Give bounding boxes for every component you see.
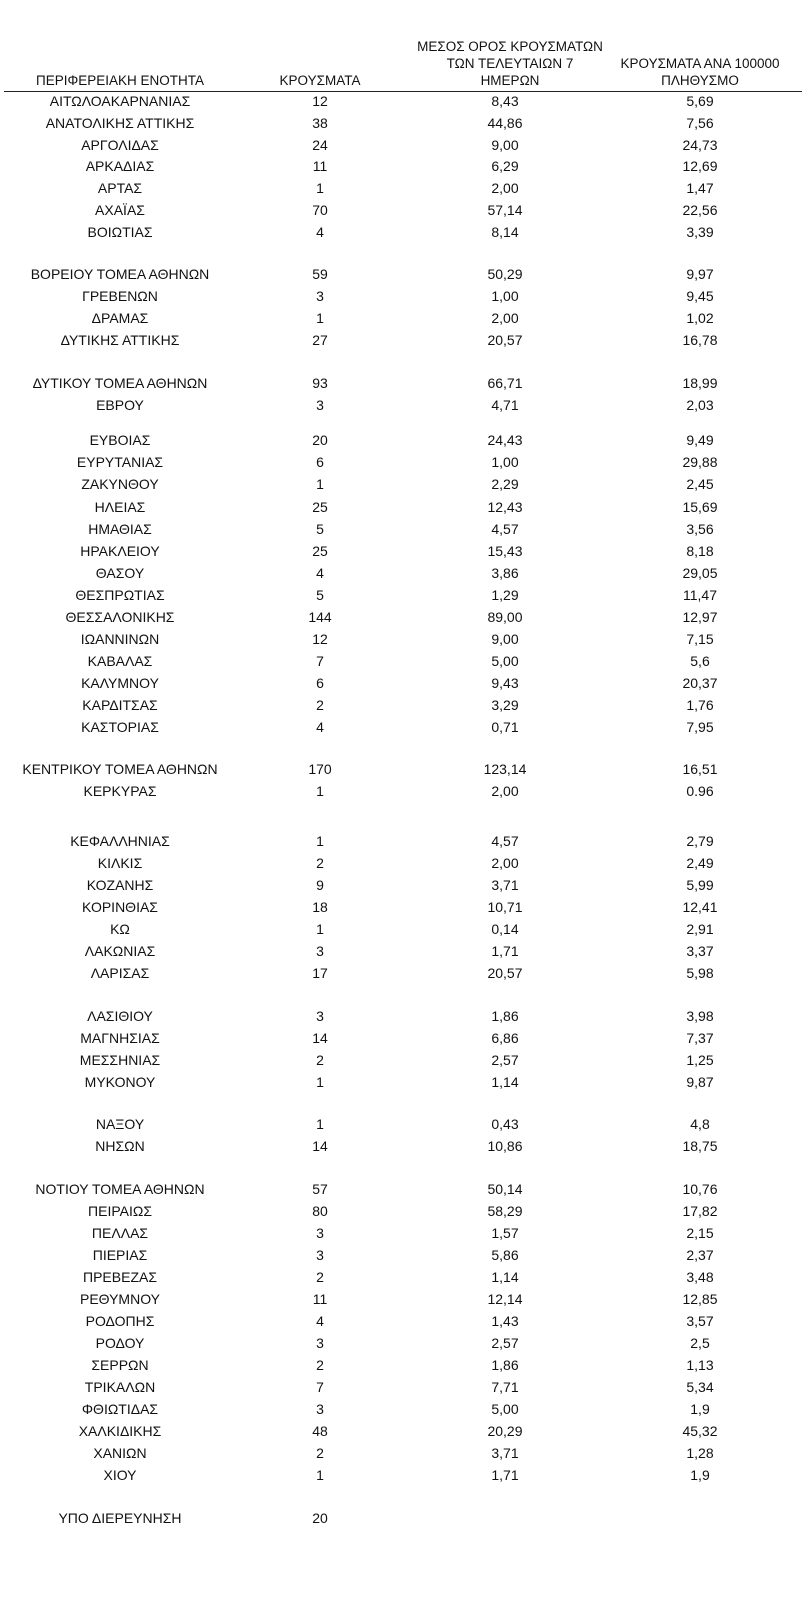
region-cell: ΡΟΔΟΥ xyxy=(95,1335,145,1351)
avg-cell: 2,00 xyxy=(491,855,519,871)
per-100000-cell: 10,76 xyxy=(682,1181,718,1197)
table-row xyxy=(0,584,808,606)
avg-cell: 24,43 xyxy=(487,432,523,448)
region-cell: ΚΑΡΔΙΤΣΑΣ xyxy=(82,697,158,713)
cases-cell: 7 xyxy=(316,1379,324,1395)
per-100000-cell: 5,69 xyxy=(686,93,714,109)
table-row xyxy=(0,758,808,780)
cases-cell: 3 xyxy=(316,1401,324,1417)
per-100000-cell: 1,28 xyxy=(686,1445,714,1461)
region-cell: ΡΟΔΟΠΗΣ xyxy=(85,1313,155,1329)
per-100000-cell: 24,73 xyxy=(682,137,718,153)
table-row xyxy=(0,918,808,940)
cases-cell: 57 xyxy=(312,1181,328,1197)
avg-cell: 20,57 xyxy=(487,332,523,348)
per-100000-cell: 12,69 xyxy=(682,158,718,174)
avg-cell: 8,43 xyxy=(491,93,519,109)
avg-cell: 5,00 xyxy=(491,1401,519,1417)
region-cell: ΛΑΚΩΝΙΑΣ xyxy=(84,943,156,959)
table-row xyxy=(0,672,808,694)
avg-cell: 123,14 xyxy=(483,761,527,777)
cases-cell: 6 xyxy=(316,675,324,691)
per-100000-cell: 9,87 xyxy=(686,1074,714,1090)
header-cases: ΚΡΟΥΣΜΑΤΑ xyxy=(279,73,361,88)
avg-cell: 1,86 xyxy=(491,1357,519,1373)
table-row xyxy=(0,1200,808,1222)
header-avg-line-1: ΜΕΣΟΣ ΟΡΟΣ ΚΡΟΥΣΜΑΤΩΝ xyxy=(417,39,603,54)
per-100000-cell: 11,47 xyxy=(683,587,717,603)
cases-cell: 20 xyxy=(312,1510,328,1526)
avg-cell: 7,71 xyxy=(491,1379,519,1395)
per-100000-cell: 5,6 xyxy=(690,653,710,669)
cases-cell: 12 xyxy=(312,631,328,647)
table-row xyxy=(0,694,808,716)
region-cell: ΑΡΓΟΛΙΔΑΣ xyxy=(81,137,159,153)
table-row xyxy=(0,90,808,112)
per-100000-cell: 29,88 xyxy=(682,454,718,470)
avg-cell: 3,71 xyxy=(491,1445,519,1461)
per-100000-cell: 29,05 xyxy=(682,565,718,581)
table-row xyxy=(0,830,808,852)
region-cell: ΧΑΛΚΙΔΙΚΗΣ xyxy=(78,1423,162,1439)
table-row xyxy=(0,221,808,243)
avg-cell: 20,57 xyxy=(487,965,523,981)
cases-cell: 2 xyxy=(316,855,324,871)
per-100000-cell: 7,37 xyxy=(686,1030,714,1046)
per-100000-cell: 16,78 xyxy=(682,332,718,348)
per-100000-cell: 22,56 xyxy=(682,202,718,218)
cases-cell: 59 xyxy=(312,266,328,282)
table-row xyxy=(0,1178,808,1200)
table-row xyxy=(0,1027,808,1049)
per-100000-cell: 7,15 xyxy=(686,631,714,647)
table-row xyxy=(0,329,808,351)
cases-cell: 6 xyxy=(316,454,324,470)
cases-cell: 3 xyxy=(316,397,324,413)
table-row xyxy=(0,1071,808,1093)
cases-cell: 1 xyxy=(316,1116,324,1132)
avg-cell: 15,43 xyxy=(487,543,523,559)
avg-cell: 9,00 xyxy=(491,631,519,647)
table-row xyxy=(0,716,808,738)
header-avg-7-days xyxy=(395,38,625,89)
avg-cell: 1,00 xyxy=(491,288,519,304)
per-100000-cell: 2,37 xyxy=(686,1247,714,1263)
cases-cell: 3 xyxy=(316,1335,324,1351)
table-row xyxy=(0,1135,808,1157)
region-cell: ΜΥΚΟΝΟΥ xyxy=(84,1074,156,1090)
avg-cell: 5,00 xyxy=(491,653,519,669)
avg-cell: 2,00 xyxy=(491,783,519,799)
avg-cell: 10,86 xyxy=(487,1138,523,1154)
per-100000-cell: 1,13 xyxy=(686,1357,714,1373)
region-cell: ΑΝΑΤΟΛΙΚΗΣ ΑΤΤΙΚΗΣ xyxy=(45,115,195,131)
avg-cell: 3,29 xyxy=(491,697,519,713)
region-cell: ΚΕΡΚΥΡΑΣ xyxy=(83,783,157,799)
region-cell: ΚΟΡΙΝΘΙΑΣ xyxy=(82,899,158,915)
cases-cell: 1 xyxy=(316,921,324,937)
cases-cell: 27 xyxy=(312,332,328,348)
cases-cell: 14 xyxy=(312,1030,328,1046)
table-row xyxy=(0,1222,808,1244)
region-cell: ΚΩ xyxy=(110,921,130,937)
region-cell: ΕΒΡΟΥ xyxy=(96,397,144,413)
cases-cell: 170 xyxy=(308,761,332,777)
region-cell: ΛΑΡΙΣΑΣ xyxy=(90,965,150,981)
table-row xyxy=(0,1464,808,1486)
region-cell: ΒΟΡΕΙΟΥ ΤΟΜΕΑ ΑΘΗΝΩΝ xyxy=(30,266,210,282)
table-row xyxy=(0,628,808,650)
avg-cell: 8,14 xyxy=(491,224,519,240)
per-100000-cell: 3,98 xyxy=(686,1008,714,1024)
region-cell: ΛΑΣΙΘΙΟΥ xyxy=(87,1008,153,1024)
cases-cell: 70 xyxy=(312,202,328,218)
per-100000-cell: 45,32 xyxy=(682,1423,718,1439)
table-row xyxy=(0,1376,808,1398)
table-row xyxy=(0,852,808,874)
region-cell: ΚΕΝΤΡΙΚΟΥ ΤΟΜΕΑ ΑΘΗΝΩΝ xyxy=(22,761,218,777)
cases-cell: 5 xyxy=(316,521,324,537)
table-row xyxy=(0,1310,808,1332)
table-row xyxy=(0,1266,808,1288)
region-cell: ΘΑΣΟΥ xyxy=(95,565,145,581)
table-row xyxy=(0,780,808,802)
avg-cell: 9,00 xyxy=(491,137,519,153)
region-cell: ΡΕΘΥΜΝΟΥ xyxy=(79,1291,160,1307)
per-100000-cell: 2,45 xyxy=(686,476,714,492)
per-100000-cell: 2,15 xyxy=(686,1225,714,1241)
per-100000-cell: 1,02 xyxy=(686,310,714,326)
table-row xyxy=(0,940,808,962)
table-row xyxy=(0,155,808,177)
avg-cell: 50,14 xyxy=(487,1181,523,1197)
table-row xyxy=(0,518,808,540)
region-cell: ΣΕΡΡΩΝ xyxy=(91,1357,149,1373)
region-cell: ΖΑΚΥΝΘΟΥ xyxy=(81,476,159,492)
table-row xyxy=(0,874,808,896)
cases-cell: 20 xyxy=(312,432,328,448)
per-100000-cell: 3,37 xyxy=(686,943,714,959)
cases-cell: 24 xyxy=(312,137,328,153)
table-row xyxy=(0,394,808,416)
table-row xyxy=(0,1332,808,1354)
region-cell: ΦΘΙΩΤΙΔΑΣ xyxy=(81,1401,159,1417)
cases-cell: 4 xyxy=(316,565,324,581)
avg-cell: 3,71 xyxy=(491,877,519,893)
per-100000-cell: 4,8 xyxy=(690,1116,710,1132)
per-100000-cell: 5,34 xyxy=(686,1379,714,1395)
per-100000-cell: 9,97 xyxy=(686,266,714,282)
avg-cell: 12,14 xyxy=(487,1291,523,1307)
cases-cell: 2 xyxy=(316,1052,324,1068)
cases-cell: 1 xyxy=(316,783,324,799)
table-row xyxy=(0,1049,808,1071)
region-cell: ΔΥΤΙΚΟΥ ΤΟΜΕΑ ΑΘΗΝΩΝ xyxy=(32,375,208,391)
table-row xyxy=(0,606,808,628)
table-row xyxy=(0,1420,808,1442)
avg-cell: 1,43 xyxy=(491,1313,519,1329)
avg-cell: 6,86 xyxy=(491,1030,519,1046)
table-row xyxy=(0,112,808,134)
region-cell: ΑΡΤΑΣ xyxy=(97,180,143,196)
cases-cell: 3 xyxy=(316,1225,324,1241)
per-100000-cell: 2,79 xyxy=(686,833,714,849)
per-100000-cell: 2,03 xyxy=(686,397,714,413)
per-100000-cell: 1,25 xyxy=(686,1052,714,1068)
table-row xyxy=(0,134,808,156)
per-100000-cell: 12,97 xyxy=(682,609,718,625)
per-100000-cell: 7,95 xyxy=(686,719,714,735)
cases-cell: 2 xyxy=(316,1445,324,1461)
per-100000-cell: 9,45 xyxy=(686,288,714,304)
region-cell: ΘΕΣΠΡΩΤΙΑΣ xyxy=(75,587,165,603)
region-cell: ΠΕΙΡΑΙΩΣ xyxy=(88,1203,152,1219)
avg-cell: 9,43 xyxy=(491,675,519,691)
table-row xyxy=(0,263,808,285)
per-100000-cell: 1,9 xyxy=(690,1401,710,1417)
region-cell: ΚΕΦΑΛΛΗΝΙΑΣ xyxy=(70,833,170,849)
avg-cell: 5,86 xyxy=(491,1247,519,1263)
avg-cell: 44,86 xyxy=(487,115,523,131)
cases-cell: 3 xyxy=(316,1008,324,1024)
avg-cell: 50,29 xyxy=(487,266,523,282)
avg-cell: 0,43 xyxy=(491,1116,519,1132)
per-100000-cell: 8,18 xyxy=(686,543,714,559)
table-row xyxy=(0,307,808,329)
per-100000-cell: 12,41 xyxy=(682,899,718,915)
cases-cell: 18 xyxy=(312,899,328,915)
table-row xyxy=(0,199,808,221)
region-cell: ΜΑΓΝΗΣΙΑΣ xyxy=(80,1030,160,1046)
avg-cell: 1,29 xyxy=(491,587,519,603)
table-row xyxy=(0,177,808,199)
cases-cell: 1 xyxy=(316,1467,324,1483)
per-100000-cell: 3,39 xyxy=(686,224,714,240)
region-cell: ΧΑΝΙΩΝ xyxy=(93,1445,147,1461)
cases-cell: 17 xyxy=(312,965,328,981)
region-cell: ΜΕΣΣΗΝΙΑΣ xyxy=(79,1052,161,1068)
avg-cell: 10,71 xyxy=(487,899,523,915)
cases-cell: 1 xyxy=(316,180,324,196)
table-row xyxy=(0,650,808,672)
avg-cell: 89,00 xyxy=(487,609,523,625)
table-row xyxy=(0,429,808,451)
per-100000-cell: 0.96 xyxy=(686,783,714,799)
region-cell: ΠΡΕΒΕΖΑΣ xyxy=(82,1269,157,1285)
per-100000-cell: 16,51 xyxy=(682,761,718,777)
region-cell: ΔΡΑΜΑΣ xyxy=(91,310,149,326)
table-row xyxy=(0,1354,808,1376)
avg-cell: 1,71 xyxy=(491,1467,519,1483)
header-avg-line-3: ΗΜΕΡΩΝ xyxy=(480,73,540,88)
header-per-line-1: ΚΡΟΥΣΜΑΤΑ ΑΝΑ 100000 xyxy=(620,56,780,71)
cases-cell: 9 xyxy=(316,877,324,893)
per-100000-cell: 1,76 xyxy=(686,697,714,713)
region-cell: ΑΡΚΑΔΙΑΣ xyxy=(85,158,155,174)
cases-cell: 80 xyxy=(312,1203,328,1219)
per-100000-cell: 2,91 xyxy=(686,921,714,937)
region-cell: ΔΥΤΙΚΗΣ ΑΤΤΙΚΗΣ xyxy=(60,332,180,348)
cases-cell: 3 xyxy=(316,943,324,959)
avg-cell: 3,86 xyxy=(491,565,519,581)
per-100000-cell: 17,82 xyxy=(682,1203,718,1219)
region-cell: ΑΧΑΪΑΣ xyxy=(95,202,145,218)
region-cell: ΧΙΟΥ xyxy=(103,1467,137,1483)
avg-cell: 57,14 xyxy=(487,202,523,218)
table-row xyxy=(0,1244,808,1266)
region-cell: ΤΡΙΚΑΛΩΝ xyxy=(84,1379,156,1395)
cases-cell: 5 xyxy=(316,587,324,603)
avg-cell: 12,43 xyxy=(487,499,523,515)
table-row xyxy=(0,1288,808,1310)
per-100000-cell: 3,48 xyxy=(686,1269,714,1285)
cases-cell: 7 xyxy=(316,653,324,669)
avg-cell: 0,71 xyxy=(491,719,519,735)
per-100000-cell: 20,37 xyxy=(682,675,718,691)
table-row xyxy=(0,451,808,473)
cases-cell: 2 xyxy=(316,1357,324,1373)
cases-cell: 144 xyxy=(308,609,332,625)
avg-cell: 1,86 xyxy=(491,1008,519,1024)
cases-cell: 4 xyxy=(316,719,324,735)
avg-cell: 1,14 xyxy=(491,1269,519,1285)
region-cell: ΘΕΣΣΑΛΟΝΙΚΗΣ xyxy=(65,609,175,625)
avg-cell: 4,57 xyxy=(491,833,519,849)
cases-cell: 11 xyxy=(312,158,328,174)
region-cell: ΚΑΛΥΜΝΟΥ xyxy=(81,675,159,691)
table-row xyxy=(0,896,808,918)
avg-cell: 66,71 xyxy=(487,375,523,391)
cases-cell: 25 xyxy=(312,543,328,559)
header-region: ΠΕΡΙΦΕΡΕΙΑΚΗ ΕΝΟΤΗΤΑ xyxy=(35,73,205,88)
region-cell: ΝΗΣΩΝ xyxy=(95,1138,145,1154)
cases-cell: 25 xyxy=(312,499,328,515)
region-cell: ΥΠΟ ΔΙΕΡΕΥΝΗΣΗ xyxy=(58,1510,182,1526)
per-100000-cell: 5,98 xyxy=(686,965,714,981)
region-cell: ΑΙΤΩΛΟΑΚΑΡΝΑΝΙΑΣ xyxy=(49,93,191,109)
table-row xyxy=(0,1005,808,1027)
region-cell: ΒΟΙΩΤΙΑΣ xyxy=(87,224,153,240)
avg-cell: 58,29 xyxy=(487,1203,523,1219)
per-100000-cell: 18,75 xyxy=(682,1138,718,1154)
header-per-line-2: ΠΛΗΘΥΣΜΟ xyxy=(661,73,739,88)
table-row xyxy=(0,1442,808,1464)
region-cell: ΗΛΕΙΑΣ xyxy=(94,499,146,515)
avg-cell: 2,57 xyxy=(491,1335,519,1351)
per-100000-cell: 12,85 xyxy=(682,1291,718,1307)
region-cell: ΠΙΕΡΙΑΣ xyxy=(92,1247,148,1263)
cases-cell: 48 xyxy=(312,1423,328,1439)
avg-cell: 4,57 xyxy=(491,521,519,537)
cases-cell: 2 xyxy=(316,697,324,713)
per-100000-cell: 9,49 xyxy=(686,432,714,448)
table-row xyxy=(0,496,808,518)
cases-cell: 1 xyxy=(316,1074,324,1090)
per-100000-cell: 1,47 xyxy=(686,180,714,196)
table-row xyxy=(0,1507,808,1529)
cases-cell: 1 xyxy=(316,833,324,849)
avg-cell: 0,14 xyxy=(491,921,519,937)
region-cell: ΝΟΤΙΟΥ ΤΟΜΕΑ ΑΘΗΝΩΝ xyxy=(35,1181,205,1197)
header-per-100000 xyxy=(600,55,800,89)
region-cell: ΓΡΕΒΕΝΩΝ xyxy=(82,288,158,304)
cases-cell: 4 xyxy=(316,1313,324,1329)
cases-cell: 93 xyxy=(312,375,328,391)
cases-cell: 12 xyxy=(312,93,328,109)
avg-cell: 20,29 xyxy=(487,1423,523,1439)
table-row xyxy=(0,540,808,562)
per-100000-cell: 7,56 xyxy=(686,115,714,131)
region-cell: ΚΙΛΚΙΣ xyxy=(97,855,143,871)
per-100000-cell: 3,56 xyxy=(686,521,714,537)
cases-cell: 1 xyxy=(316,476,324,492)
cases-cell: 38 xyxy=(312,115,328,131)
avg-cell: 4,71 xyxy=(491,397,519,413)
cases-cell: 1 xyxy=(316,310,324,326)
region-cell: ΗΜΑΘΙΑΣ xyxy=(88,521,152,537)
per-100000-cell: 2,5 xyxy=(690,1335,710,1351)
region-cell: ΠΕΛΛΑΣ xyxy=(91,1225,149,1241)
region-cell: ΚΑΣΤΟΡΙΑΣ xyxy=(81,719,159,735)
per-100000-cell: 1,9 xyxy=(690,1467,710,1483)
region-cell: ΕΥΡΥΤΑΝΙΑΣ xyxy=(76,454,164,470)
cases-cell: 4 xyxy=(316,224,324,240)
cases-cell: 2 xyxy=(316,1269,324,1285)
avg-cell: 1,71 xyxy=(491,943,519,959)
per-100000-cell: 18,99 xyxy=(682,375,718,391)
cases-cell: 11 xyxy=(312,1291,328,1307)
table-row xyxy=(0,562,808,584)
table-row xyxy=(0,285,808,307)
avg-cell: 6,29 xyxy=(491,158,519,174)
avg-cell: 1,57 xyxy=(491,1225,519,1241)
avg-cell: 1,00 xyxy=(491,454,519,470)
header-avg-line-2: ΤΩΝ ΤΕΛΕΥΤΑΙΩΝ 7 xyxy=(446,56,574,71)
per-100000-cell: 15,69 xyxy=(682,499,718,515)
cases-cell: 3 xyxy=(316,1247,324,1263)
per-100000-cell: 5,99 xyxy=(686,877,714,893)
per-100000-cell: 3,57 xyxy=(686,1313,714,1329)
avg-cell: 2,29 xyxy=(491,476,519,492)
region-cell: ΗΡΑΚΛΕΙΟΥ xyxy=(80,543,160,559)
avg-cell: 2,00 xyxy=(491,310,519,326)
region-cell: ΕΥΒΟΙΑΣ xyxy=(89,432,151,448)
table-row xyxy=(0,473,808,495)
table-row xyxy=(0,372,808,394)
region-cell: ΚΟΖΑΝΗΣ xyxy=(86,877,154,893)
avg-cell: 2,00 xyxy=(491,180,519,196)
cases-cell: 14 xyxy=(312,1138,328,1154)
per-100000-cell: 2,49 xyxy=(686,855,714,871)
region-cell: ΝΑΞΟΥ xyxy=(95,1116,145,1132)
table-row xyxy=(0,1113,808,1135)
table-row xyxy=(0,962,808,984)
region-cell: ΙΩΑΝΝΙΝΩΝ xyxy=(80,631,160,647)
avg-cell: 2,57 xyxy=(491,1052,519,1068)
region-cell: ΚΑΒΑΛΑΣ xyxy=(87,653,153,669)
avg-cell: 1,14 xyxy=(491,1074,519,1090)
table-row xyxy=(0,1398,808,1420)
cases-cell: 3 xyxy=(316,288,324,304)
